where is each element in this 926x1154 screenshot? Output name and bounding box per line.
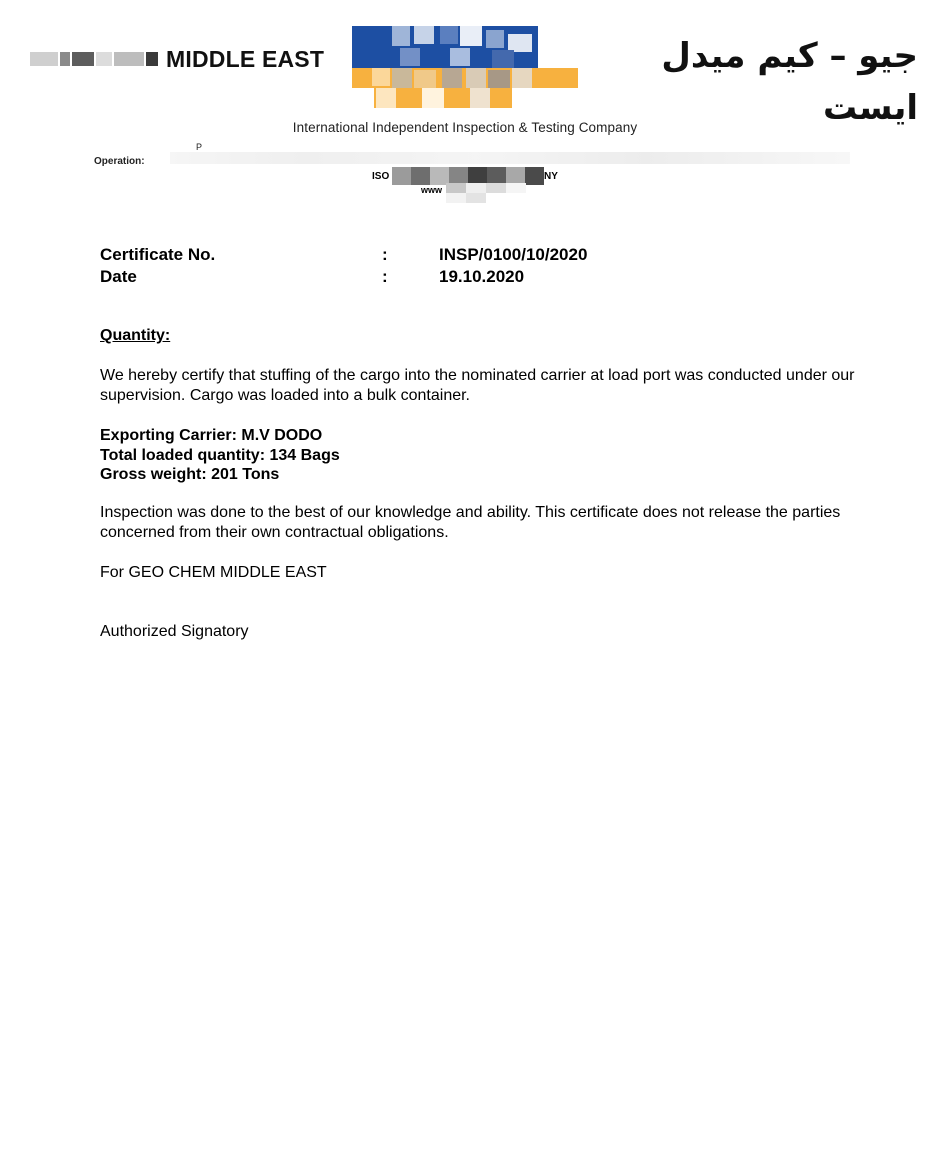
logo-pixel — [470, 88, 490, 108]
company-name-en — [30, 44, 324, 74]
logo-pixel — [466, 68, 486, 88]
logo-pixel — [442, 68, 462, 88]
logo-pixel — [488, 70, 510, 88]
gross-weight: Gross weight: 201 Tons — [100, 466, 280, 483]
logo-pixel — [422, 88, 444, 108]
website-redacted — [446, 183, 526, 203]
logo-pixel — [400, 48, 420, 66]
authorized-signatory: Authorized Signatory — [100, 623, 249, 640]
quantity-intro: We hereby certify that stuffing of the cargo into the nominated carrier at load port was conducted under our supervision. Cargo was loaded into a bulk container. — [100, 367, 855, 404]
certificate-number-label: Certificate No. — [100, 245, 216, 264]
company-tagline: International Independent Inspection & Testing Company — [292, 120, 638, 135]
iso-suffix: NY — [544, 171, 558, 182]
certificate-number-separator: : — [382, 245, 388, 264]
logo-pixel — [440, 26, 458, 44]
for-company: For GEO CHEM MIDDLE EAST — [100, 564, 327, 581]
logo-pixel — [450, 48, 470, 66]
operation-label: Operation: — [94, 156, 145, 167]
total-loaded-quantity: Total loaded quantity: 134 Bags — [100, 446, 340, 464]
logo-pixel — [372, 68, 390, 86]
logo-pixel — [538, 26, 578, 68]
certificate-date-separator: : — [382, 267, 388, 286]
iso-label: ISO — [372, 171, 390, 182]
website-prefix: www — [421, 185, 443, 195]
certificate-date-label: Date — [100, 267, 137, 286]
logo-pixel — [414, 26, 434, 44]
company-logo — [352, 26, 578, 108]
certificate-date-row — [100, 266, 700, 288]
redaction-mark — [114, 52, 144, 66]
logo-pixel — [536, 88, 578, 108]
logo-pixel — [376, 88, 396, 108]
redaction-mark — [60, 52, 70, 66]
logo-pixel — [414, 70, 436, 88]
logo-pixel — [492, 50, 514, 68]
exporting-carrier: Exporting Carrier: M.V DODO — [100, 427, 323, 444]
logo-pixel — [392, 26, 410, 46]
company-name-ar: جيو – كيم ميدل ايست — [661, 36, 918, 128]
cargo-details — [100, 426, 340, 485]
inspection-disclaimer: Inspection was done to the best of our knowledge and ability. This certificate does not release the parties concerned from their own contractual obligations. — [100, 504, 841, 541]
redaction-mark — [96, 52, 112, 66]
operation-contact-redacted — [170, 152, 850, 164]
logo-pixel — [486, 30, 504, 48]
certificate-number-row — [100, 244, 700, 266]
redaction-mark — [72, 52, 94, 66]
operation-prefix: P — [196, 142, 203, 152]
logo-pixel — [512, 68, 532, 88]
logo-pixel — [352, 88, 374, 108]
logo-pixel — [392, 68, 412, 88]
redaction-mark — [146, 52, 158, 66]
company-name-en-text: MIDDLE EAST — [166, 45, 325, 72]
logo-pixel — [512, 88, 536, 108]
logo-pixel — [460, 26, 482, 46]
redaction-mark — [30, 52, 58, 66]
certificate-number-value: INSP/0100/10/2020 — [439, 245, 588, 264]
quantity-heading: Quantity: — [100, 327, 171, 344]
certificate-date-value: 19.10.2020 — [439, 267, 525, 286]
